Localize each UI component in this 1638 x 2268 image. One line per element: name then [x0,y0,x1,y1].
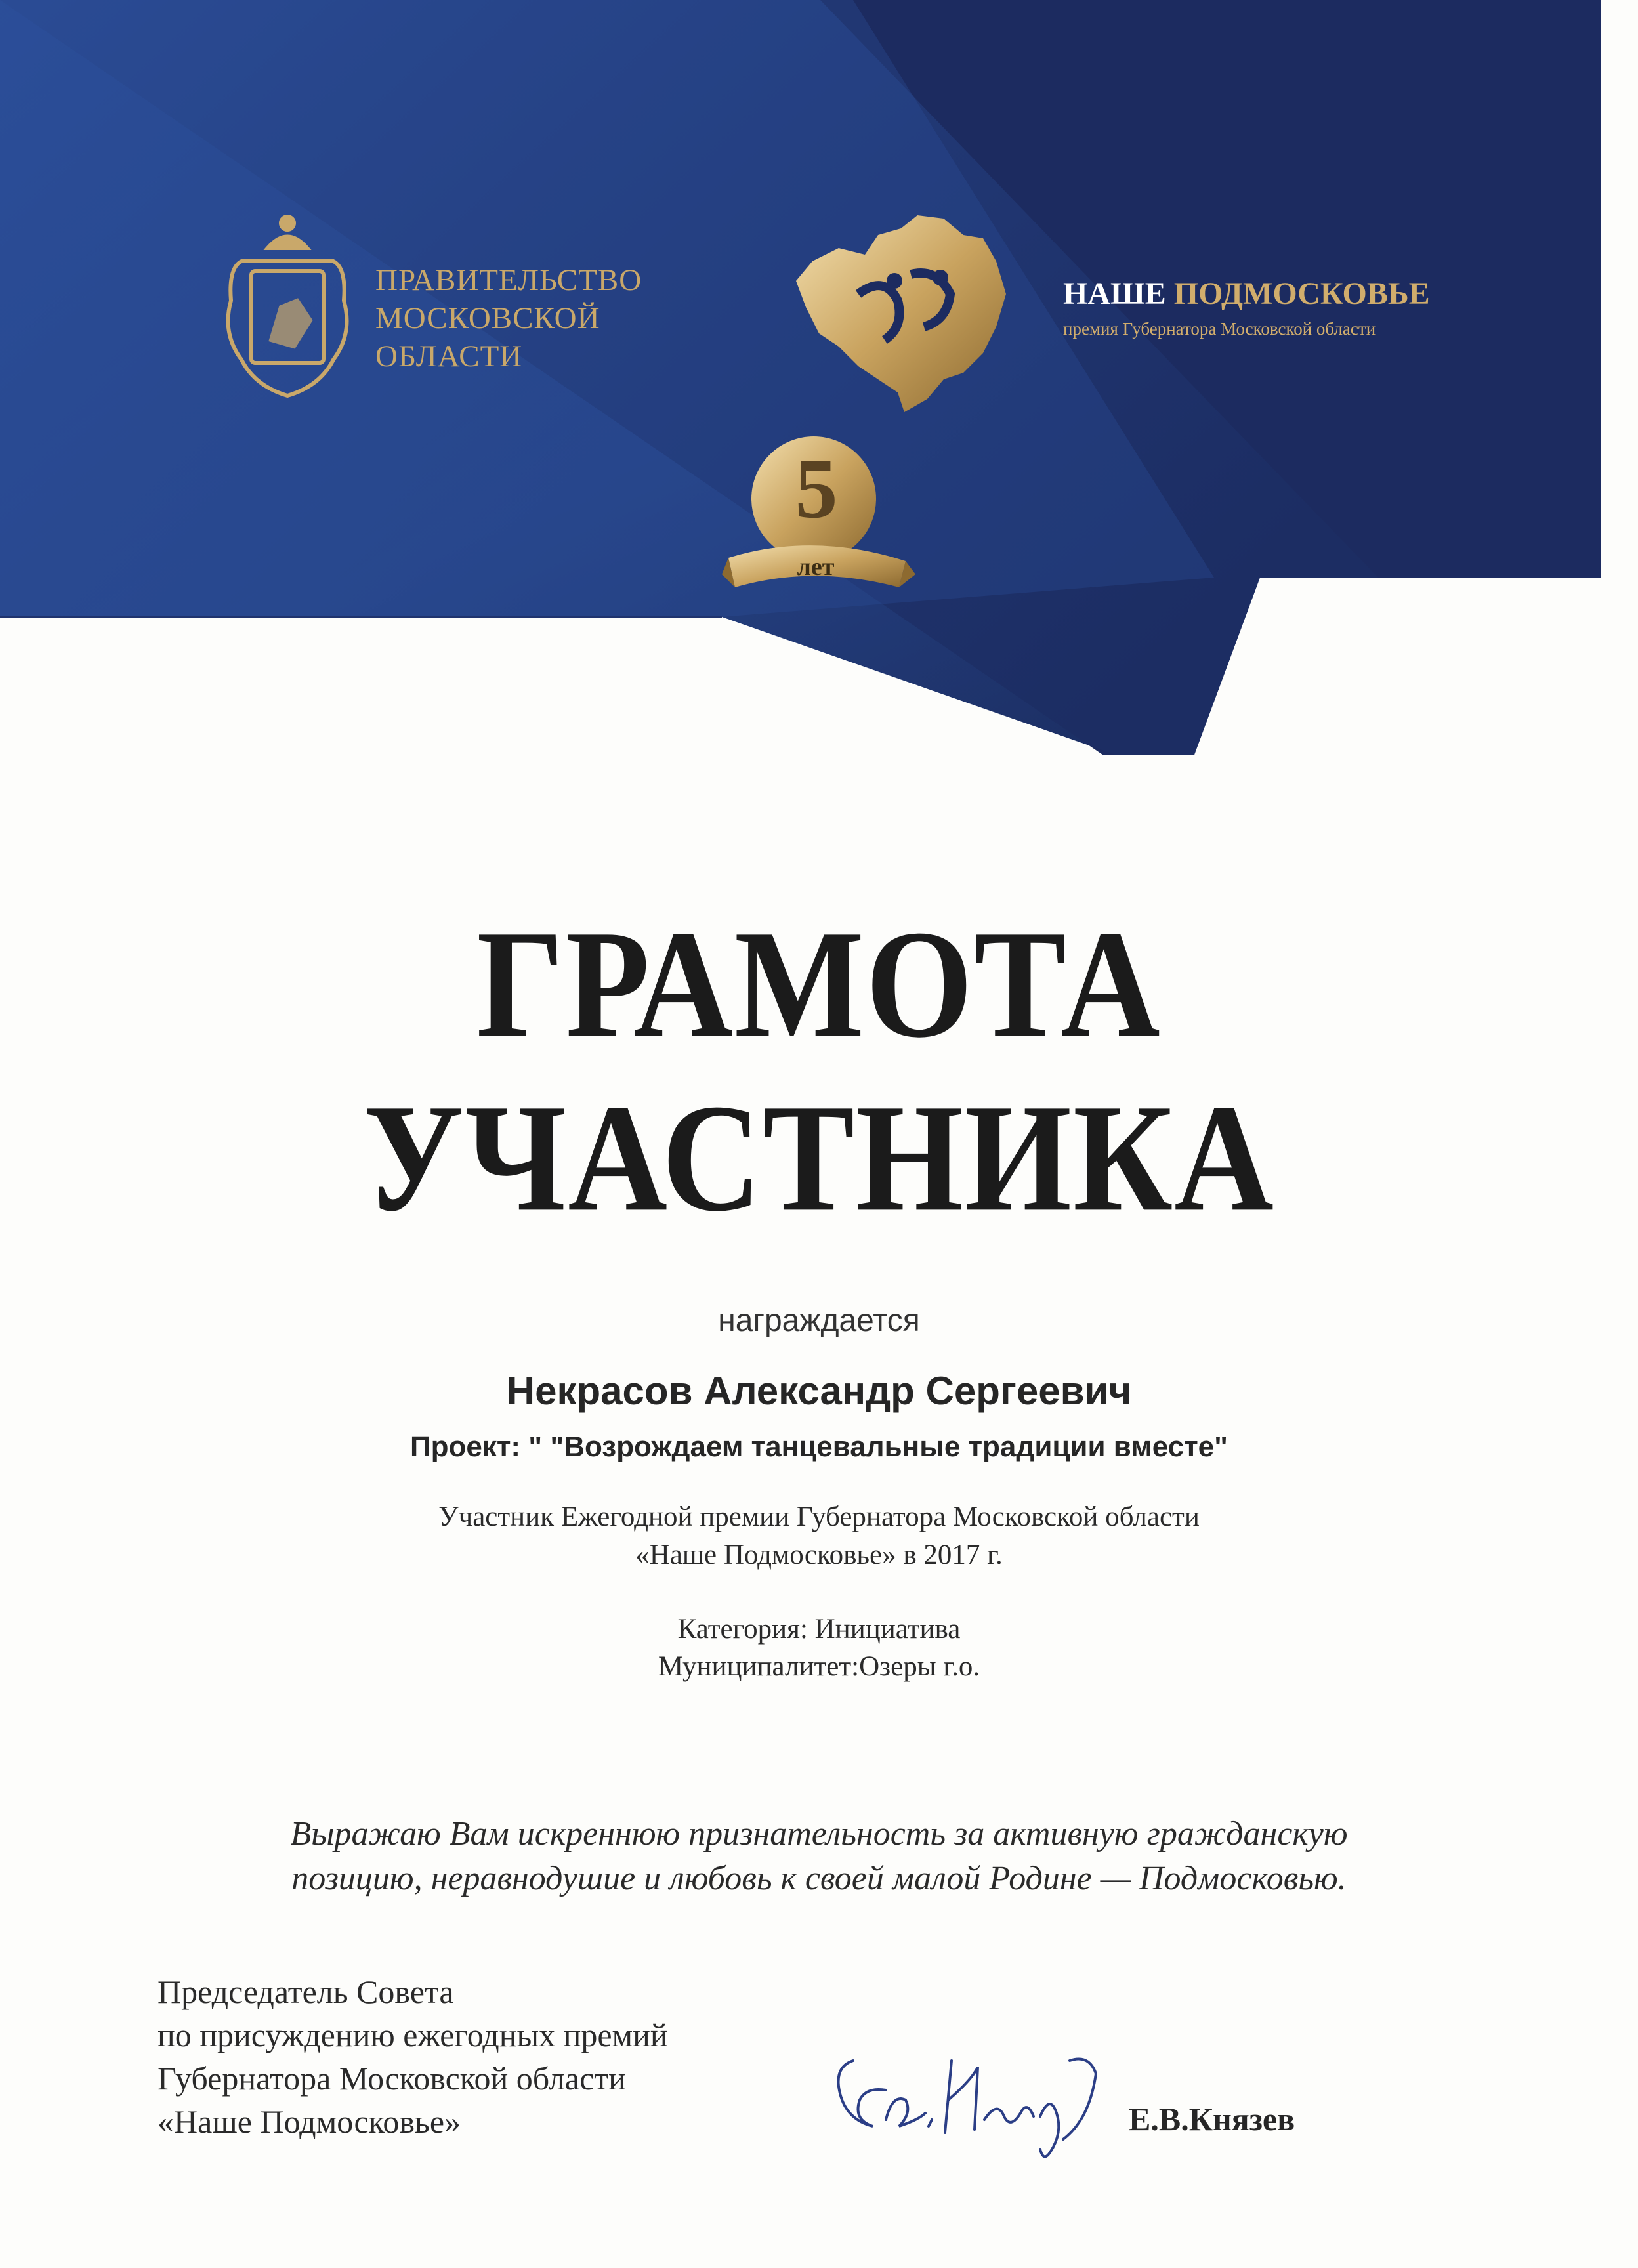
moscow-region-map-icon [786,202,1016,432]
participant-line-1: Участник Ежегодной премии Губернатора Московской области [438,1502,1200,1532]
certificate-title-line-2: УЧАСТНИКА [363,1073,1275,1244]
chair-line-1: Председатель Совета [158,1973,454,2010]
award-title-part2: ПОДМОСКОВЬЕ [1173,276,1430,311]
recipient-name: Некрасов Александр Сергеевич [506,1369,1132,1413]
award-subtitle: премия Губернатора Московской области [1063,319,1376,339]
government-line-2: МОСКОВСКОЙ [375,301,600,335]
signer-name: Е.В.Князев [1129,2101,1295,2137]
government-line-3: ОБЛАСТИ [375,339,523,373]
awarded-label: награждается [718,1303,920,1338]
signature [814,2021,1129,2172]
municipality-line: Муниципалитет:Озеры г.о. [658,1651,980,1682]
chair-line-3: Губернатора Московской области [158,2060,626,2097]
chair-title [158,1970,879,2143]
award-title [1063,276,1522,312]
coat-of-arms-icon [215,209,360,406]
government-line-1: ПРАВИТЕЛЬСТВО [375,263,642,297]
project-line: Проект: " "Возрождаем танцевальные традиции вместе" [410,1431,1228,1463]
anniversary-number: 5 [795,442,838,536]
government-title [375,261,690,375]
gratitude-line-2: позицию, неравнодушие и любовь к своей малой Родине — Подмосковью. [291,1860,1347,1897]
participant-line-2: «Наше Подмосковье» в 2017 г. [635,1540,1003,1570]
chair-line-4: «Наше Подмосковье» [158,2103,461,2140]
award-title-part1: НАШЕ [1063,276,1174,311]
certificate-title-line-1: ГРАМОТА [476,899,1162,1070]
anniversary-word: лет [797,553,835,581]
chair-line-2: по присуждению ежегодных премий [158,2017,668,2053]
gratitude-line-1: Выражаю Вам искреннюю признательность за активную гражданскую [290,1815,1348,1853]
category-line: Категория: Инициатива [677,1614,961,1645]
